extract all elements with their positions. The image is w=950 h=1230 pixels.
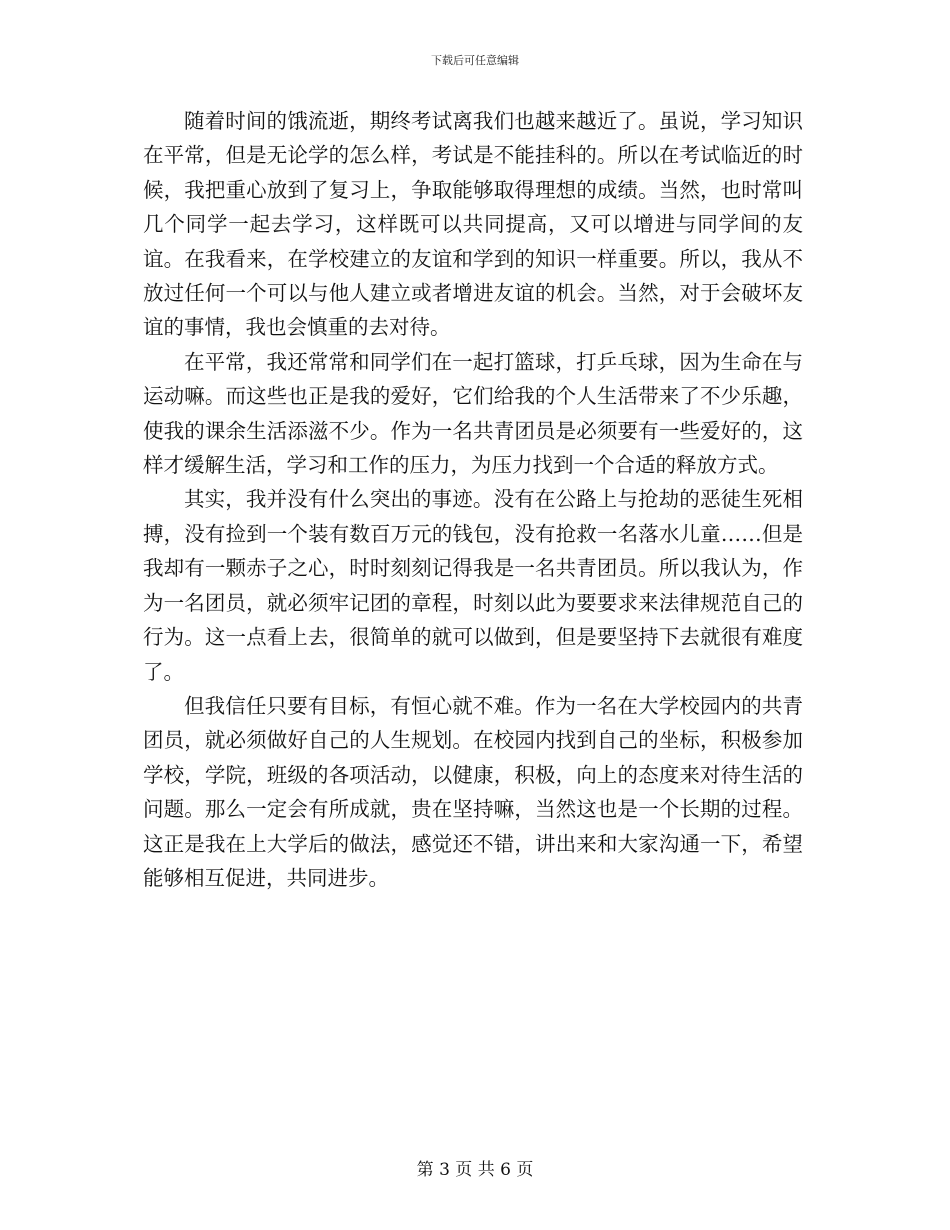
paragraph-2: 在平常，我还常常和同学们在一起打篮球，打乒乓球，因为生命在与运动嘛。而这些也正是我的爱好，它们给我的个人生活带来了不少乐趣，使我的课余生活添滋不少。作为一名共青团员是必须要有一些爱好的，这样才缓解生活，学习和工作的压力，为压力找到一个合适的释放方式。 <box>143 349 803 478</box>
page-header: 下载后可任意编辑 <box>431 54 519 67</box>
page-footer: 第 3 页 共 6 页 <box>416 1160 534 1180</box>
document-body <box>143 104 803 895</box>
paragraph-4: 但我信任只要有目标，有恒心就不难。作为一名在大学校园内的共青团员，就必须做好自己的人生规划。在校园内找到自己的坐标，积极参加学校，学院，班级的各项活动，以健康，积极，向上的态度来对待生活的问题。那么一定会有所成就，贵在坚持嘛，当然这也是一个长期的过程。这正是我在上大学后的做法，感觉还不错，讲出来和大家沟通一下，希望能够相互促进，共同进步。 <box>143 693 803 890</box>
paragraph-1: 随着时间的饿流逝，期终考试离我们也越来越近了。虽说，学习知识在平常，但是无论学的怎么样，考试是不能挂科的。所以在考试临近的时候，我把重心放到了复习上，争取能够取得理想的成绩。当然，也时常叫几个同学一起去学习，这样既可以共同提高，又可以增进与同学间的友谊。在我看来，在学校建立的友谊和学到的知识一样重要。所以，我从不放过任何一个可以与他人建立或者增进友谊的机会。当然，对于会破坏友谊的事情，我也会慎重的去对待。 <box>143 109 803 340</box>
paragraph-3: 其实，我并没有什么突出的事迹。没有在公路上与抢劫的恶徒生死相搏，没有捡到一个装有数百万元的钱包，没有抢救一名落水儿童……但是我却有一颗赤子之心，时时刻刻记得我是一名共青团员。所以我认为，作为一名团员，就必须牢记团的章程，时刻以此为要要求来法律规范自己的行为。这一点看上去，很简单的就可以做到，但是要坚持下去就很有难度了。 <box>143 487 803 684</box>
